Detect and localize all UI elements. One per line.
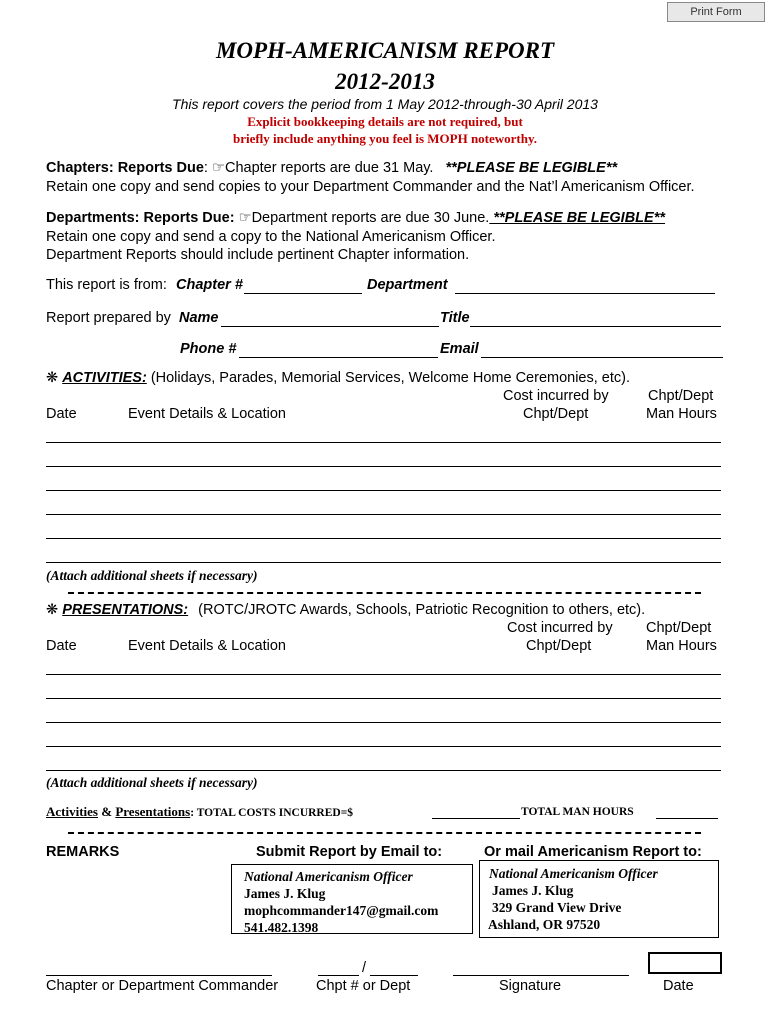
prepared-by-label: Report prepared by: [46, 310, 171, 326]
totals-costs-label: : TOTAL COSTS INCURRED=$: [190, 807, 354, 819]
signature-field[interactable]: [453, 975, 629, 976]
totals-hours-label: TOTAL MAN HOURS: [521, 806, 634, 818]
activities-cost-header-2: Chpt/Dept: [523, 406, 589, 422]
chpt-dept-label: Chpt # or Dept: [316, 978, 411, 994]
email-box-title: National Americanism Officer: [244, 869, 413, 884]
report-period: This report covers the period from 1 May 2012-through-30 April 2013: [172, 96, 598, 112]
activities-cost-header: Cost incurred by: [503, 388, 609, 404]
date-label: Date: [663, 978, 694, 994]
activities-hours-header: Chpt/Dept: [648, 388, 714, 404]
title-field[interactable]: [470, 326, 721, 327]
signature-label: Signature: [499, 978, 562, 994]
name-field[interactable]: [221, 326, 439, 327]
departments-legible: **PLEASE BE LEGIBLE**: [489, 210, 665, 226]
chapters-due-line: [46, 160, 617, 176]
departments-due-line: [46, 210, 665, 226]
commander-label: Chapter or Department Commander: [46, 978, 279, 994]
activities-heading: [46, 370, 630, 386]
chapters-legible: **PLEASE BE LEGIBLE**: [445, 160, 618, 176]
email-box-phone: 541.482.1398: [244, 920, 319, 935]
chapters-label: Chapters: Reports Due: [46, 160, 204, 176]
report-from-label: This report is from:: [46, 277, 167, 293]
note-line-1: Explicit bookkeeping details are not required, but: [247, 114, 523, 129]
print-form-button[interactable]: Print Form: [667, 2, 765, 22]
pointing-hand-icon: ☞: [211, 160, 225, 176]
totals-activities: Activities: [46, 804, 98, 819]
chapters-colon: :: [203, 160, 208, 176]
activities-hours-header-2: Man Hours: [646, 406, 717, 422]
report-year: 2012-2013: [335, 69, 435, 94]
submit-mail-label: Or mail Americanism Report to:: [484, 844, 702, 860]
phone-field[interactable]: [239, 357, 438, 358]
presentations-entry-line[interactable]: [46, 746, 721, 747]
presentations-hours-header: Chpt/Dept: [646, 620, 712, 636]
email-box-email[interactable]: mophcommander147@gmail.com: [244, 903, 439, 918]
activities-entry-line[interactable]: [46, 514, 721, 515]
presentations-hours-header-2: Man Hours: [646, 638, 717, 654]
presentations-event-header: Event Details & Location: [128, 638, 286, 654]
mail-box-city: Ashland, OR 97520: [488, 917, 601, 932]
remarks-label: REMARKS: [46, 844, 120, 860]
mail-box-title: National Americanism Officer: [489, 866, 658, 881]
total-costs-field[interactable]: [432, 818, 520, 819]
presentations-date-header: Date: [46, 638, 77, 654]
chapter-number-label: Chapter #: [176, 277, 243, 293]
totals-amp: &: [101, 804, 113, 819]
departments-due: Department reports are due 30 June.: [251, 210, 490, 226]
note-line-2: briefly include anything you feel is MOPH noteworthy.: [232, 131, 538, 146]
presentations-label: PRESENTATIONS:: [62, 602, 189, 618]
department-field[interactable]: [455, 293, 715, 294]
presentations-entry-line[interactable]: [46, 674, 721, 675]
presentations-entry-line[interactable]: [46, 770, 721, 771]
section-divider: [68, 592, 701, 594]
page-title: MOPH-AMERICANISM REPORT: [215, 38, 555, 63]
name-label: Name: [179, 310, 219, 326]
activities-attach-note: (Attach additional sheets if necessary): [46, 568, 258, 583]
star-icon: ❋: [46, 370, 59, 386]
activities-entry-line[interactable]: [46, 538, 721, 539]
departments-retain: Retain one copy and send a copy to the National Americanism Officer.: [46, 229, 496, 245]
date-field[interactable]: [648, 952, 722, 974]
totals-presentations: Presentations: [115, 804, 191, 819]
phone-label: Phone #: [180, 341, 237, 357]
department-label: Department: [367, 277, 448, 293]
activities-label: ACTIVITIES:: [62, 370, 147, 386]
activities-entry-line[interactable]: [46, 562, 721, 563]
total-hours-field[interactable]: [656, 818, 718, 819]
commander-field[interactable]: [46, 975, 272, 976]
departments-label: Departments: Reports Due:: [46, 210, 235, 226]
section-divider: [68, 832, 701, 834]
activities-desc: (Holidays, Parades, Memorial Services, Welcome Home Ceremonies, etc).: [150, 370, 631, 386]
activities-entry-line[interactable]: [46, 442, 721, 443]
dept-sig-field[interactable]: [370, 975, 418, 976]
sig-slash: /: [362, 960, 367, 976]
presentations-cost-header: Cost incurred by: [507, 620, 613, 636]
chapter-number-field[interactable]: [244, 293, 362, 294]
totals-line: [46, 804, 353, 820]
activities-date-header: Date: [46, 406, 77, 422]
presentations-cost-header-2: Chpt/Dept: [526, 638, 592, 654]
chapters-due: Chapter reports are due 31 May.: [224, 160, 434, 176]
presentations-heading: [46, 602, 645, 618]
mail-box-street: 329 Grand View Drive: [492, 900, 622, 915]
email-label: Email: [440, 341, 479, 357]
email-box-name: James J. Klug: [244, 886, 326, 901]
mail-box-name: James J. Klug: [492, 883, 574, 898]
activities-event-header: Event Details & Location: [128, 406, 286, 422]
star-icon: ❋: [46, 602, 59, 618]
email-field[interactable]: [481, 357, 723, 358]
submit-email-label: Submit Report by Email to:: [256, 844, 443, 860]
title-label: Title: [440, 310, 470, 326]
departments-include: Department Reports should include pertinent Chapter information.: [46, 247, 470, 263]
presentations-entry-line[interactable]: [46, 698, 721, 699]
activities-entry-line[interactable]: [46, 490, 721, 491]
presentations-entry-line[interactable]: [46, 722, 721, 723]
chapters-retain: Retain one copy and send copies to your Department Commander and the Nat’l Americanism Officer.: [46, 179, 695, 195]
activities-entry-line[interactable]: [46, 466, 721, 467]
presentations-desc: (ROTC/JROTC Awards, Schools, Patriotic Recognition to others, etc).: [198, 602, 646, 618]
chapter-number-sig-field[interactable]: [318, 975, 359, 976]
presentations-attach-note: (Attach additional sheets if necessary): [46, 775, 258, 790]
pointing-hand-icon: ☞: [238, 210, 252, 226]
